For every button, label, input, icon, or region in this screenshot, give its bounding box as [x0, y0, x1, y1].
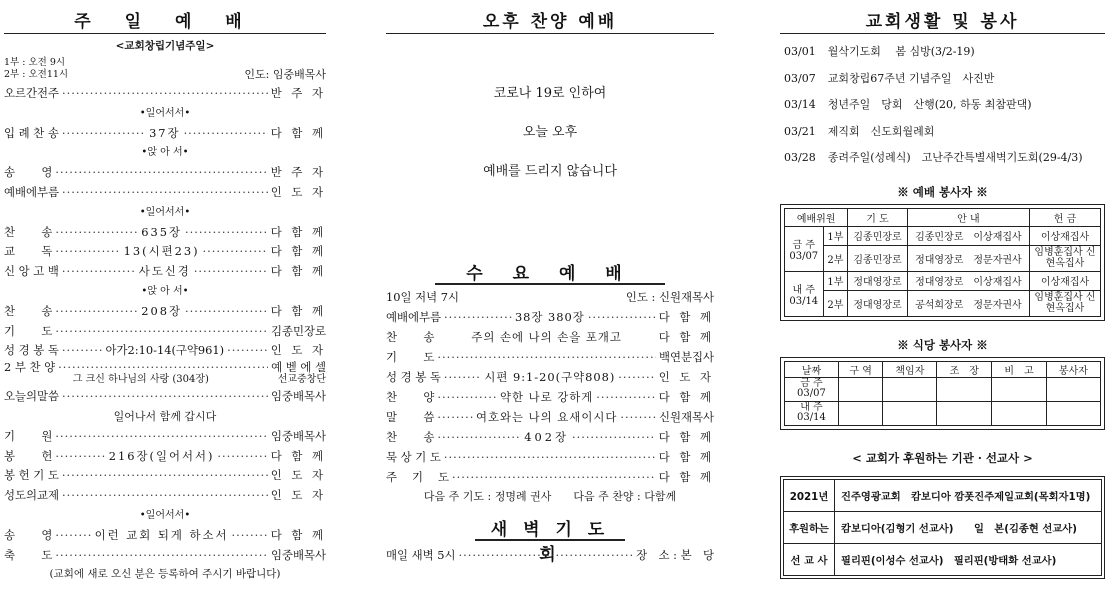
- order-row: 찬 송 주의 손에 나의 손을 포개고 다 함 께: [386, 330, 714, 344]
- table-row: 2부 김종민장로 정대영장로 정문자권사 임병훈집사 신현옥집사: [785, 245, 1101, 271]
- order-row: 성도의교제 ····· 인 도 자: [4, 486, 326, 506]
- table-row: 내 주 03/14 1부 정대영장로 정대영장로 이상재집사 이상재집사: [785, 271, 1101, 290]
- kitchen-title: ※ 식당 봉사자 ※: [897, 337, 988, 352]
- order-row: 교 독 ····· 13(시편23) ····· 다 함 께: [4, 242, 326, 262]
- stand-note: •일어서서•: [139, 107, 191, 119]
- table-row: 금 주 03/07 1부 김종민장로 김종민장로 이상재집사 이상재집사: [785, 226, 1101, 245]
- corona-line-1: 코로나 19로 인하여: [493, 86, 607, 101]
- order-row: 축 도 ····· 임중배목사: [4, 546, 326, 566]
- order-row: 송 영 ····· 이런 교회 되게 하소서 ····· 다 함 께: [4, 526, 326, 546]
- anthem-song: 그 크신 하나님의 사랑 (304장): [72, 374, 209, 386]
- order-row: 기 도 ····· 백연분집사: [386, 347, 714, 367]
- table-row: 선 교 사 필리핀(이성수 선교사) 필리핀(방태화 선교사): [784, 543, 1102, 575]
- order-row: 봉 헌 기 도 ····· 인 도 자: [4, 466, 326, 486]
- table-row: 2021년 진주영광교회 캄보디아 깜폿진주제일교회(목회자1명): [784, 479, 1102, 511]
- order-row: 성 경 봉 독 ····· 시편 9:1-20(구약808) ····· 인 도 자: [386, 367, 714, 387]
- table-row: 내 주 03/14: [785, 401, 1101, 425]
- table-header: 날짜: [785, 361, 839, 377]
- order-row: 예배에부름 ····· 38장 380장 ····· 다 함 께: [386, 307, 714, 327]
- week-label: 내 주 03/14: [785, 271, 824, 316]
- service-leader: 인도: 임중배목사: [244, 68, 326, 81]
- next-week-note: 다음 주 기도 : 정명례 권사 다음 주 찬양 : 다함께: [423, 490, 677, 503]
- order-row: 찬 송 ····· 208장 ····· 다 함 께: [4, 302, 326, 322]
- sit-note: •앉 아 서•: [141, 147, 189, 159]
- afternoon-column: [386, 0, 714, 565]
- wednesday-header: 10일 저녁 7시 인도 : 신원재목사: [386, 290, 714, 304]
- table-row: 금 주 03/07: [785, 377, 1101, 401]
- table-header: 헌 금: [1030, 208, 1101, 226]
- stand-note: •일어서서•: [139, 509, 191, 521]
- kitchen-table: [784, 361, 1101, 426]
- kitchen-table-box: [780, 357, 1105, 430]
- order-row: 기 도 ····· 김종민장로: [4, 322, 326, 342]
- dawn-title: 새 벽 기 도 회: [475, 515, 625, 541]
- afternoon-title: 오후 찬양 예배: [386, 0, 714, 34]
- order-row: 찬 송 ····· 635장 ····· 다 함 께: [4, 223, 326, 243]
- week-label: 금 주 03/07: [785, 226, 824, 271]
- wednesday-title: 수 요 예 배: [435, 259, 665, 285]
- order-row: 찬 양 ····· 약한 나로 강하게 ····· 다 함 께: [386, 387, 714, 407]
- sunday-service-column: [4, 0, 326, 583]
- stand-note: •일어서서•: [139, 206, 191, 218]
- service-time-2: 2부 : 오전11시: [4, 69, 69, 80]
- order-row: 말 씀 ····· 여호와는 나의 요새이시다 ····· 신원재목사: [386, 407, 714, 427]
- corona-line-2: 오늘 오후: [522, 125, 578, 140]
- sit-note: •앉 아 서•: [141, 285, 189, 297]
- order-row: 송 영 ····· 반 주 자: [4, 163, 326, 183]
- service-time-1: 1부 : 오전 9시: [4, 57, 66, 68]
- order-row: 봉 헌 ····· 216장(일어서서) ····· 다 함 께: [4, 447, 326, 467]
- newcomer-note: (교회에 새로 오신 분은 등록하여 주시기 바랍니다): [49, 568, 281, 581]
- table-header: 예배위원: [785, 208, 848, 226]
- schedule-item: 03/07 교회창립67주년 기념주일 사진반: [784, 71, 995, 85]
- go-together-note: 일어나서 함께 갑시다: [113, 409, 217, 423]
- table-header: 구 역: [838, 361, 882, 377]
- schedule-item: 03/21 제직회 신도회월례회: [784, 124, 935, 138]
- schedule-item: 03/14 청년주일 당회 산행(20, 하동 최참판댁): [784, 98, 1032, 111]
- order-row: 예배에부름 ····· 인 도 자: [4, 183, 326, 203]
- order-row: 묵 상 기 도 ····· 다 함 께: [386, 447, 714, 467]
- service-times: [4, 57, 326, 81]
- church-life-title: 교회생활 및 봉사: [780, 0, 1105, 34]
- sunday-subtitle: <교회창립기념주일>: [115, 40, 215, 52]
- dawn-row: 매일 새벽 5시 ····· 장 소 : 본 당: [386, 545, 714, 565]
- order-row: 오늘의말씀 ····· 임중배목사: [4, 387, 326, 407]
- sponsor-box: [780, 476, 1105, 579]
- church-life-column: [780, 0, 1105, 579]
- table-header: 기 도: [848, 208, 907, 226]
- sponsor-title: < 교회가 후원하는 기관 · 선교사 >: [852, 450, 1033, 465]
- order-row: 오르간전주 ····· 반 주 자: [4, 84, 326, 104]
- schedule-item: 03/01 월삭기도회 봄 심방(3/2-19): [784, 45, 975, 58]
- volunteer-table: [784, 208, 1101, 317]
- anthem-row: 2 부 찬 양 ····· 예 벧 에 셀 그 크신 하나님의 사랑 (304장) 선교중창단: [4, 361, 326, 387]
- table-header: 안 내: [907, 208, 1029, 226]
- schedule-list: [784, 39, 1105, 172]
- order-row: 기 원 ····· 임중배목사: [4, 427, 326, 447]
- table-header: 조 장: [937, 361, 992, 377]
- corona-line-3: 예배를 드리지 않습니다: [483, 164, 617, 179]
- order-row: 입 례 찬 송 ····· 37장 ····· 다 함 께: [4, 124, 326, 144]
- sunday-service-title: 주 일 예 배: [4, 0, 326, 34]
- table-row: 2부 정대영장로 공석희장로 정문자권사 임병훈집사 신현옥집사: [785, 290, 1101, 316]
- volunteer-title: ※ 예배 봉사자 ※: [897, 184, 988, 199]
- order-row: 신 앙 고 백 ····· 사도신경 ····· 다 함 께: [4, 262, 326, 282]
- table-header: 책임자: [883, 361, 937, 377]
- order-row: 찬 송 ····· 402장 ····· 다 함 께: [386, 427, 714, 447]
- order-row: 성 경 봉 독 ····· 아가2:10-14(구약961) ····· 인 도 자: [4, 341, 326, 361]
- table-row: 후원하는 캄보디아(김형기 선교사) 일 본(김종현 선교사): [784, 511, 1102, 543]
- sponsor-table: [783, 479, 1102, 576]
- schedule-item: 03/28 종려주일(성례식) 고난주간특별새벽기도회(29-4/3): [784, 151, 1083, 164]
- table-header: 비 고: [992, 361, 1047, 377]
- order-row: 주 기 도 ····· 다 함 께: [386, 467, 714, 487]
- volunteer-table-box: [780, 204, 1105, 321]
- anthem-choir: 선교중창단: [277, 374, 326, 386]
- table-header: 봉사자: [1046, 361, 1100, 377]
